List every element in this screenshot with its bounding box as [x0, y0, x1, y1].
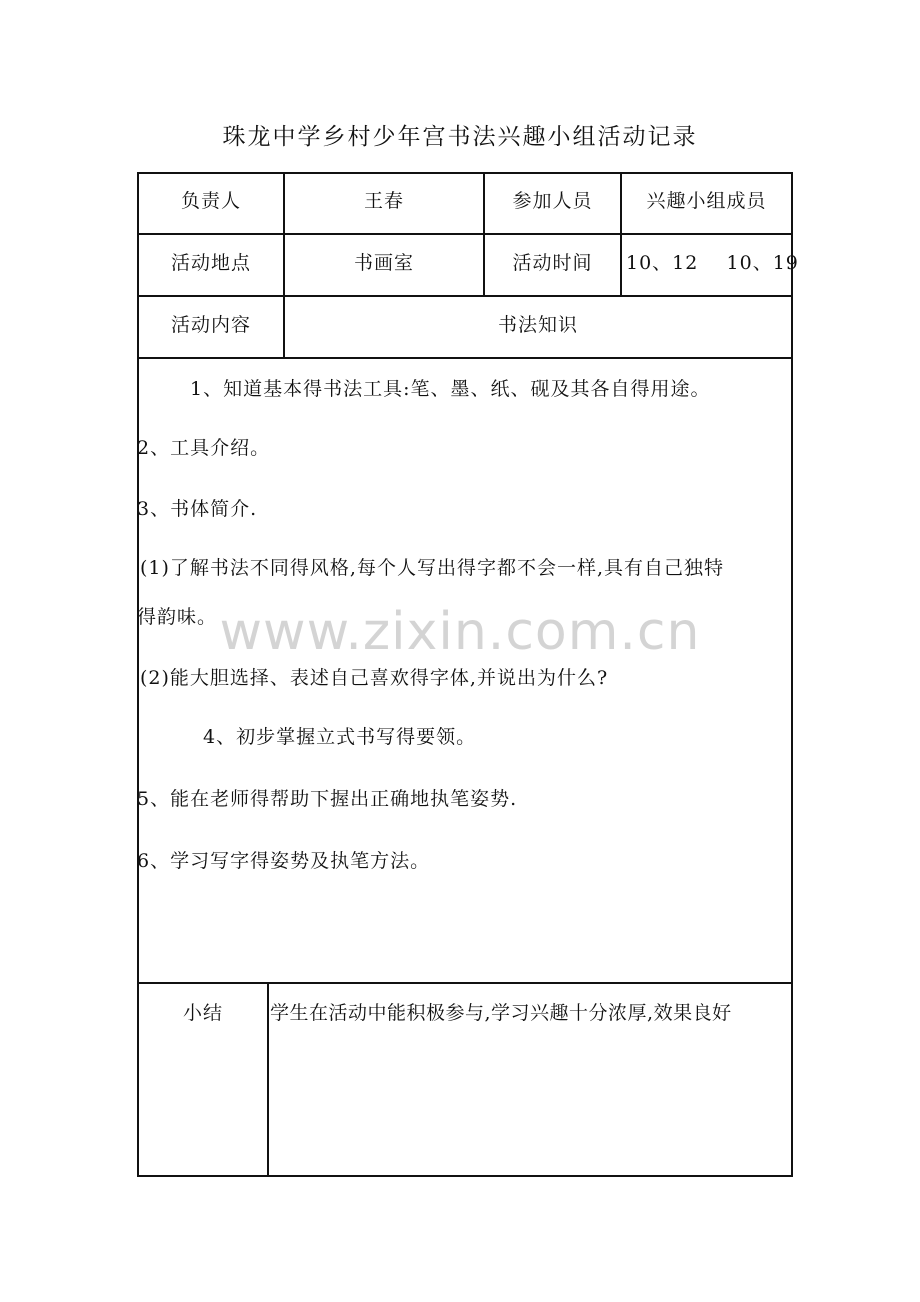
responsible-person-label: 负责人 [180, 190, 241, 212]
watermark: www.zixin.com.cn [219, 602, 701, 662]
body-line: 5、能在老师得帮助下握出正确地执笔姿势. [137, 788, 518, 810]
document-title: 珠龙中学乡村少年宫书法兴趣小组活动记录 [222, 124, 698, 150]
body-line: (2)能大胆选择、表述自己喜欢得字体,并说出为什么? [140, 667, 609, 689]
content-value: 书法知识 [497, 314, 578, 336]
body-line: 3、书体简介. [137, 498, 258, 520]
column-divider [267, 982, 269, 1177]
row-divider [137, 233, 793, 235]
summary-label: 小结 [182, 1002, 223, 1024]
responsible-person-value: 王春 [363, 190, 404, 212]
participants-value: 兴趣小组成员 [646, 190, 767, 212]
location-value: 书画室 [353, 252, 414, 274]
location-label: 活动地点 [170, 252, 251, 274]
row-divider [137, 357, 793, 359]
row-divider [137, 982, 793, 984]
content-label: 活动内容 [170, 314, 251, 336]
body-line: (1)了解书法不同得风格,每个人写出得字都不会一样,具有自己独特 [140, 557, 724, 579]
body-line: 4、初步掌握立式书写得要领。 [203, 726, 477, 748]
row-divider [137, 295, 793, 297]
body-line: 2、工具介绍。 [137, 437, 271, 459]
time-label: 活动时间 [512, 252, 593, 274]
participants-label: 参加人员 [512, 190, 593, 212]
summary-value: 学生在活动中能积极参与,学习兴趣十分浓厚,效果良好 [270, 1002, 732, 1024]
body-line: 6、学习写字得姿势及执笔方法。 [137, 850, 431, 872]
body-line: 1、知道基本得书法工具:笔、墨、纸、砚及其各自得用途。 [190, 378, 711, 400]
time-value: 10、12 10、19 [626, 252, 799, 274]
body-line: 得韵味。 [137, 606, 218, 628]
